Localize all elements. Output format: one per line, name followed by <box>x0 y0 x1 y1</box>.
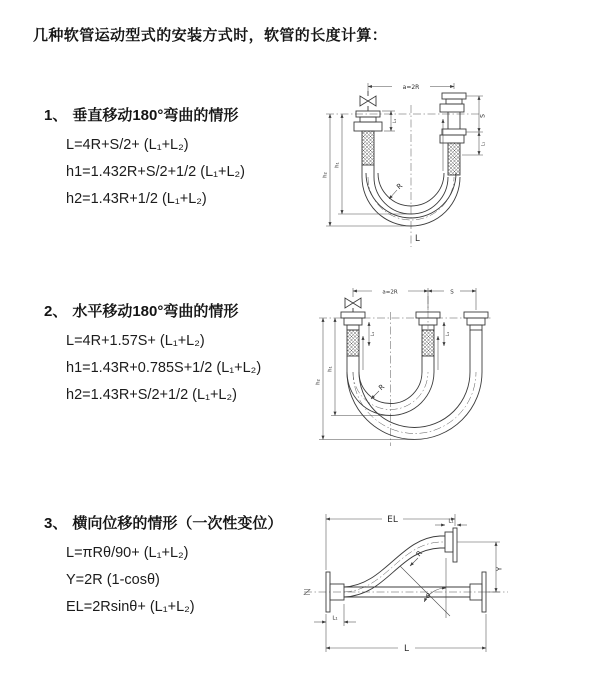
section-number: 3、 <box>44 515 68 532</box>
formula-y: Y=2R (1-cosθ) <box>66 572 160 588</box>
dim-label-l1: L₁ <box>448 518 454 525</box>
section-lateral-displacement <box>44 512 282 621</box>
dim-label-el: EL <box>387 515 398 525</box>
dim-label-l1: L₁ <box>332 615 338 622</box>
diagram-vertical-180-bend <box>318 77 493 255</box>
braid-section <box>362 131 374 165</box>
formula-h1: h1=1.43R+0.785S+1/2 (L₁+L₂) <box>66 360 262 376</box>
dim-label-r: R <box>414 549 425 559</box>
dim-label-y: Y <box>495 566 504 572</box>
centerlines <box>304 542 508 592</box>
formula-l: L=πRθ/90+ (L₁+L₂) <box>66 545 189 561</box>
formula-el: EL=2Rsinθ+ (L₁+L₂) <box>66 599 195 615</box>
formula-list <box>66 328 261 409</box>
dim-label-l1: L₁ <box>371 331 376 337</box>
dim-label-l1: L₁ <box>446 331 451 337</box>
dimensions <box>323 83 487 244</box>
dim-label-a2r: a=2R <box>382 289 398 296</box>
braid-section <box>448 143 460 175</box>
section-heading <box>44 104 245 125</box>
formula-list <box>66 132 245 213</box>
diagram-horizontal-180-bend <box>313 284 498 464</box>
dim-label-l: L <box>403 644 410 654</box>
section-horizontal-180 <box>44 300 261 409</box>
section-heading-text: 垂直移动180°弯曲的情形 <box>72 107 239 124</box>
dim-label-h2: h₂ <box>315 379 322 385</box>
diagram-lateral-displacement <box>300 500 515 665</box>
formula-list <box>66 540 282 621</box>
braid-section <box>347 330 359 356</box>
page-title: 几种软管运动型式的安装方式时，软管的长度计算： <box>33 27 388 44</box>
dim-label-l1: L₁ <box>393 118 398 124</box>
dim-label-l: L <box>415 234 420 244</box>
section-number: 2、 <box>44 303 68 320</box>
formula-l: L=4R+1.57S+ (L₁+L₂) <box>66 333 205 349</box>
dim-label-h2: h₂ <box>322 172 329 178</box>
formula-h2: h2=1.43R+1/2 (L₁+L₂) <box>66 191 207 207</box>
flange <box>453 528 457 562</box>
formula-h2: h2=1.43R+S/2+1/2 (L₁+L₂) <box>66 387 237 403</box>
valve-icon <box>360 96 376 106</box>
dim-label-h1: h₁ <box>327 366 334 372</box>
section-vertical-180 <box>44 104 245 213</box>
dim-label-l1: L₁ <box>481 141 487 147</box>
dim-label-h1: h₁ <box>334 162 341 168</box>
formula-l: L=4R+S/2+ (L₁+L₂) <box>66 137 189 153</box>
section-heading-text: 横向位移的情形（一次性变位） <box>72 515 283 532</box>
dimensions <box>316 288 477 440</box>
section-heading <box>44 300 261 321</box>
dim-label-s: S <box>450 289 454 296</box>
dim-label-a2r: a=2R <box>402 84 420 91</box>
valve-icon <box>345 298 361 308</box>
hose-body <box>354 91 466 226</box>
dim-label-r: R <box>395 181 405 192</box>
braid-section <box>422 330 434 356</box>
section-heading-text: 水平移动180°弯曲的情形 <box>72 303 239 320</box>
dim-label-r: R <box>377 382 387 393</box>
section-heading <box>44 512 282 533</box>
hose-body <box>304 528 486 612</box>
formula-h1: h1=1.432R+S/2+1/2 (L₁+L₂) <box>66 164 246 180</box>
dim-label-s: S <box>479 114 487 118</box>
dim-label-theta: θ <box>426 592 430 600</box>
section-number: 1、 <box>44 107 68 124</box>
